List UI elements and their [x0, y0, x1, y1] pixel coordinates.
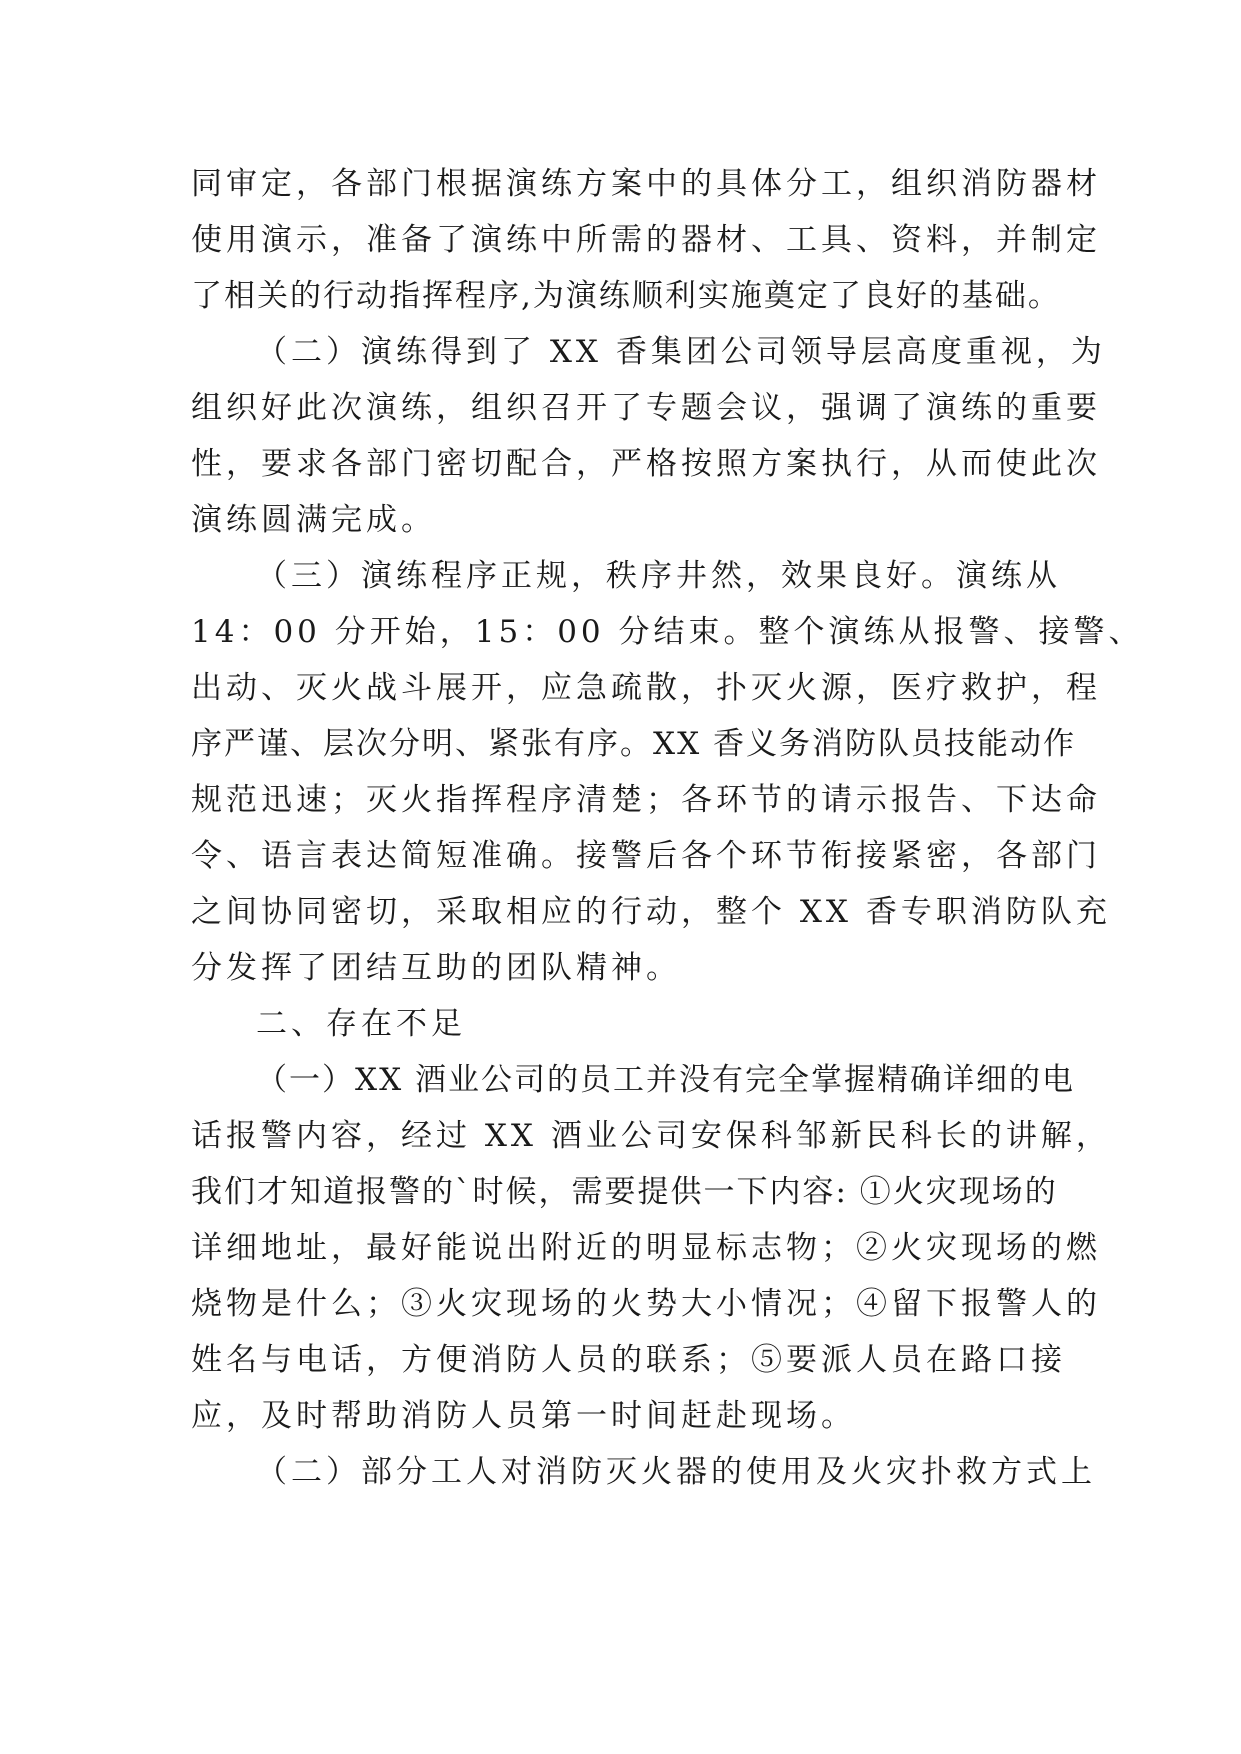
text-line: 同审定，各部门根据演练方案中的具体分工，组织消防器材: [191, 166, 1101, 202]
text-line: 详细地址，最好能说出附近的明显标志物；②火灾现场的燃: [191, 1230, 1101, 1266]
text-line: 了相关的行动指挥程序,为演练顺利实施奠定了良好的基础。: [191, 278, 1061, 314]
paragraph-heading-1: （一）XX 酒业公司的员工并没有完全掌握精确详细的电: [256, 1062, 1075, 1098]
paragraph-heading-3: （三）演练程序正规，秩序井然，效果良好。演练从: [256, 558, 1061, 594]
text-line: 话报警内容，经过 XX 酒业公司安保科邹新民科长的讲解，: [191, 1118, 1111, 1154]
text-line: 出动、灭火战斗展开，应急疏散，扑灭火源，医疗救护，程: [191, 670, 1101, 706]
text-line: 姓名与电话，方便消防人员的联系；⑤要派人员在路口接: [191, 1342, 1066, 1378]
text-line: 演练圆满完成。: [191, 502, 436, 538]
text-line: 规范迅速；灭火指挥程序清楚；各环节的请示报告、下达命: [191, 782, 1101, 818]
text-line: 分发挥了团结互助的团队精神。: [191, 950, 681, 986]
paragraph-heading-2: （二）演练得到了 XX 香集团公司领导层高度重视，为: [256, 334, 1106, 370]
text-line: 之间协同密切，采取相应的行动，整个 XX 香专职消防队充: [191, 894, 1111, 930]
section-heading: 二、存在不足: [256, 1006, 466, 1042]
text-line: 应，及时帮助消防人员第一时间赶赴现场。: [191, 1398, 856, 1434]
paragraph-heading-2: （二）部分工人对消防灭火器的使用及火灾扑救方式上: [256, 1454, 1096, 1490]
text-line: 性，要求各部门密切配合，严格按照方案执行，从而使此次: [191, 446, 1101, 482]
text-line: 序严谨、层次分明、紧张有序。XX 香义务消防队员技能动作: [191, 726, 1076, 762]
text-line: 令、语言表达简短准确。接警后各个环节衔接紧密，各部门: [191, 838, 1101, 874]
text-line: 烧物是什么；③火灾现场的火势大小情况；④留下报警人的: [191, 1286, 1101, 1322]
text-line: 14：00 分开始，15：00 分结束。整个演练从报警、接警、: [191, 614, 1144, 650]
text-line: 使用演示，准备了演练中所需的器材、工具、资料，并制定: [191, 222, 1101, 258]
text-line: 我们才知道报警的`时候，需要提供一下内容: ①火灾现场的: [191, 1174, 1058, 1210]
text-line: 组织好此次演练，组织召开了专题会议，强调了演练的重要: [191, 390, 1101, 426]
